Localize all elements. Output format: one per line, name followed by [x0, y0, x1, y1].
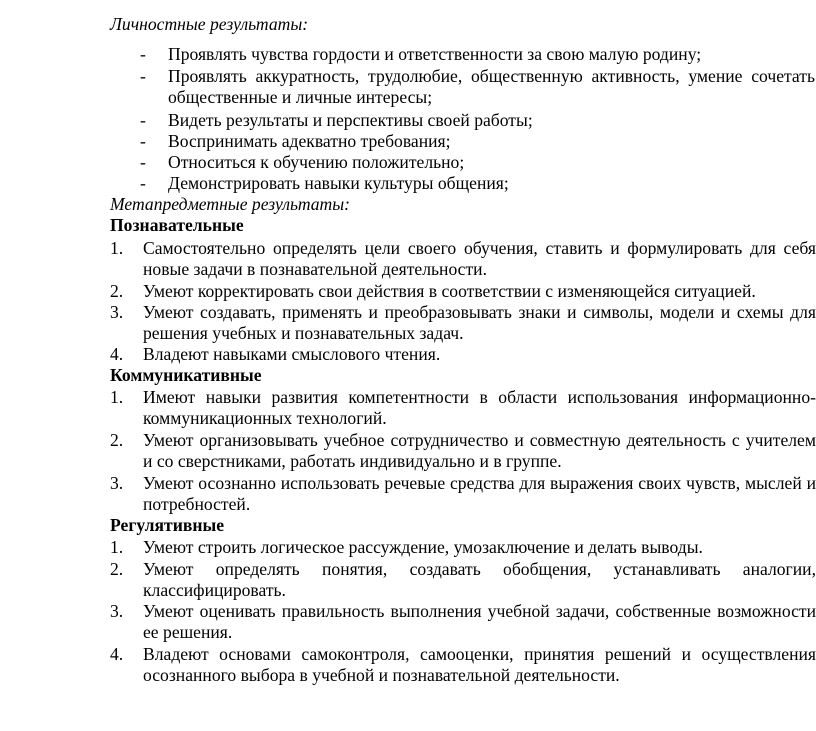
regulatory-heading: Регулятивные — [110, 515, 225, 535]
regulatory-item-text: Умеют определять понятия, создавать обобщения, устанавливать аналогии, классифицировать. — [143, 559, 816, 600]
personal-item-text: Видеть результаты и перспективы своей работы; — [168, 110, 533, 130]
item-number: 3. — [110, 302, 124, 322]
cognitive-heading: Познавательные — [110, 215, 244, 235]
dash-marker: - — [140, 44, 146, 64]
dash-marker: - — [140, 66, 146, 86]
item-number: 4. — [110, 644, 124, 664]
dash-marker: - — [140, 173, 146, 193]
communicative-item-text: Имеют навыки развития компетентности в области использования информационно-коммуникационных технологий. — [143, 387, 816, 428]
meta-results-heading: Метапредметные результаты: — [110, 194, 351, 214]
communicative-heading: Коммуникативные — [110, 365, 262, 385]
personal-item-text: Воспринимать адекватно требования; — [168, 131, 451, 151]
item-number: 2. — [110, 430, 124, 450]
dash-marker: - — [140, 110, 146, 130]
item-number: 2. — [110, 559, 124, 579]
personal-results-heading: Личностные результаты: — [110, 14, 309, 34]
item-number: 1. — [110, 238, 124, 258]
personal-item-text: Демонстрировать навыки культуры общения; — [168, 173, 509, 193]
dash-marker: - — [140, 131, 146, 151]
dash-marker: - — [140, 152, 146, 172]
cognitive-item-text: Самостоятельно определять цели своего обучения, ставить и формулировать для себя новые задачи в познавательной деятельности. — [143, 238, 816, 279]
personal-item-text: Проявлять чувства гордости и ответственности за свою малую родину; — [168, 44, 702, 64]
regulatory-item-text: Владеют основами самоконтроля, самооценки, принятия решений и осуществления осознанного выбора в учебной и познавательной деятельности. — [143, 644, 816, 685]
item-number: 2. — [110, 281, 124, 301]
item-number: 3. — [110, 601, 124, 621]
item-number: 3. — [110, 473, 124, 493]
cognitive-item-text: Владеют навыками смыслового чтения. — [143, 344, 441, 364]
personal-item-text: Относиться к обучению положительно; — [168, 152, 465, 172]
cognitive-item-text: Умеют создавать, применять и преобразовывать знаки и символы, модели и схемы для решения учебных и познавательных задач. — [143, 302, 816, 343]
personal-item-text: Проявлять аккуратность, трудолюбие, общественную активность, умение сочетать общественные и личные интересы; — [168, 66, 815, 107]
communicative-item-text: Умеют осознанно использовать речевые средства для выражения своих чувств, мыслей и потребностей. — [143, 473, 816, 514]
item-number: 4. — [110, 344, 124, 364]
cognitive-item-text: Умеют корректировать свои действия в соответствии с изменяющейся ситуацией. — [143, 281, 756, 301]
item-number: 1. — [110, 537, 124, 557]
item-number: 1. — [110, 387, 124, 407]
regulatory-item-text: Умеют строить логическое рассуждение, умозаключение и делать выводы. — [143, 537, 703, 557]
regulatory-item-text: Умеют оценивать правильность выполнения учебной задачи, собственные возможности ее решения. — [143, 601, 816, 642]
communicative-item-text: Умеют организовывать учебное сотрудничество и совместную деятельность с учителем и со сверстниками, работать индивидуально и в группе. — [143, 430, 816, 471]
